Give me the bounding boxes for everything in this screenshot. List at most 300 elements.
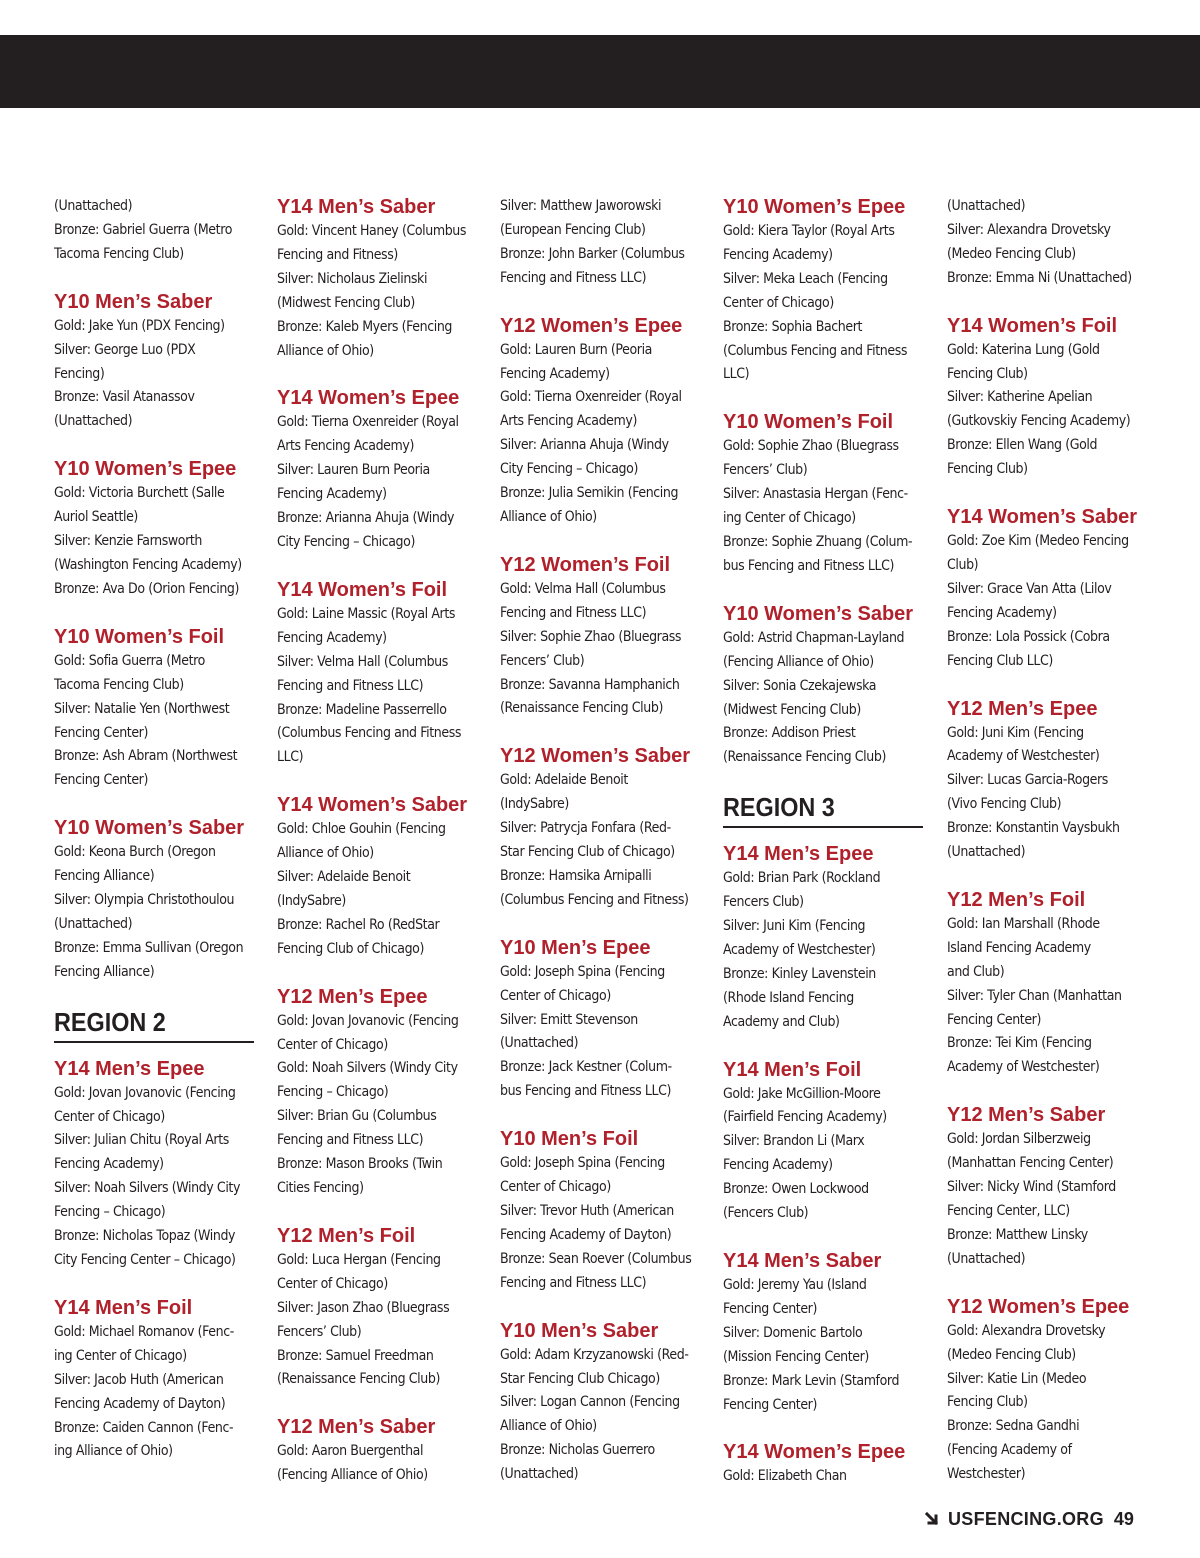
arrow-down-right-icon — [924, 1511, 940, 1527]
result-line: Fencing Center) — [723, 1300, 817, 1317]
result-line: Fencing and Fitness) — [277, 246, 398, 263]
result-line: City Fencing Center – Chicago) — [54, 1252, 236, 1268]
result-line: Fencing Center) — [54, 772, 148, 789]
event-heading: Y10 Men’s Foil — [500, 1128, 639, 1151]
event-heading: Y10 Women’s Epee — [723, 196, 906, 218]
result-line: Bronze: Ava Do (Orion Fencing) — [54, 580, 240, 597]
result-line: Silver: Trevor Huth (American — [500, 1203, 674, 1219]
result-line: (Rhode Island Fencing — [723, 989, 854, 1006]
event-result-block — [54, 1057, 259, 1273]
result-line: Fencing and Fitness LLC) — [277, 1132, 424, 1149]
result-line: Academy of Westchester) — [947, 748, 1100, 765]
result-line: (Unattached) — [54, 413, 133, 430]
event-heading: Y12 Men’s Epee — [947, 697, 1098, 720]
result-line: Bronze: Rachel Ro (RedStar — [277, 916, 440, 933]
block-spacer — [500, 291, 705, 314]
result-line: (Vivo Fencing Club) — [947, 796, 1062, 813]
result-line: Silver: Sophie Zhao (Bluegrass — [500, 628, 682, 645]
result-line: Gold: Michael Romanov (Fenc- — [54, 1323, 234, 1340]
region-heading: REGION 3 — [723, 792, 835, 823]
result-line: Bronze: Kaleb Myers (Fencing — [277, 318, 452, 335]
event-result-block — [723, 1440, 928, 1489]
result-line: Fencing and Fitness LLC) — [500, 269, 647, 286]
result-line: Gold: Jordan Silberzweig — [947, 1131, 1091, 1148]
event-heading: Y12 Women’s Saber — [500, 745, 691, 768]
event-result-block — [277, 985, 482, 1201]
result-line: Gold: Keona Burch (Oregon — [54, 844, 216, 861]
block-spacer — [500, 530, 705, 553]
result-line: City Fencing – Chicago) — [277, 533, 415, 550]
event-heading: Y14 Men’s Saber — [723, 1250, 882, 1272]
result-line: Silver: Domenic Bartolo — [723, 1324, 863, 1341]
result-line: LLC) — [723, 366, 750, 383]
result-line: Bronze: Lola Possick (Cobra — [947, 628, 1110, 645]
result-line: Gold: Adam Krzyzanowski (Red- — [500, 1346, 689, 1363]
event-result-block — [723, 842, 928, 1034]
block-spacer — [723, 579, 928, 602]
result-line: Gold: Jake Yun (PDX Fencing) — [54, 317, 225, 334]
result-line: Center of Chicago) — [277, 1275, 388, 1292]
result-line: (Fencing Alliance of Ohio) — [277, 1467, 428, 1484]
result-line: Bronze: Ash Abram (Northwest — [54, 748, 238, 765]
event-result-block — [54, 457, 259, 602]
result-line: Bronze: Mason Brooks (Twin — [277, 1156, 443, 1173]
event-heading: Y14 Women’s Epee — [277, 387, 460, 410]
result-line: Bronze: Mark Levin (Stamford — [723, 1372, 900, 1389]
result-line: (European Fencing Club) — [500, 221, 646, 238]
block-spacer — [54, 434, 259, 457]
result-line: Bronze: Madeline Passerrello — [277, 701, 447, 718]
result-line: Fencing and Fitness LLC) — [277, 677, 424, 694]
result-line: ing Center of Chicago) — [54, 1347, 187, 1364]
event-result-block — [947, 314, 1152, 482]
event-result-block — [54, 625, 259, 793]
event-result-block — [723, 195, 928, 387]
result-line: Gold: Juni Kim (Fencing — [947, 724, 1084, 741]
event-result-block — [500, 553, 705, 721]
result-line: (Unattached) — [54, 198, 133, 214]
result-line: Center of Chicago) — [54, 1108, 165, 1125]
results-column-3 — [500, 195, 705, 1487]
result-line: Bronze: Samuel Freedman — [277, 1347, 434, 1364]
event-heading: Y14 Women’s Saber — [947, 506, 1138, 529]
result-line: Gold: Vincent Haney (Columbus — [277, 223, 467, 239]
result-line: Tacoma Fencing Club) — [54, 245, 184, 262]
block-spacer — [500, 913, 705, 936]
result-line: Bronze: Julia Semikin (Fencing — [500, 485, 679, 502]
result-line: Silver: Alexandra Drovetsky — [947, 221, 1111, 238]
block-spacer — [947, 1272, 1152, 1295]
result-line: Center of Chicago) — [500, 987, 611, 1004]
result-line: (Washington Fencing Academy) — [54, 556, 242, 573]
block-spacer — [54, 793, 259, 816]
result-line: Bronze: Ellen Wang (Gold — [947, 437, 1098, 454]
result-line: Fencing) — [54, 365, 105, 382]
result-line: (Fencers Club) — [723, 1205, 809, 1222]
result-line: Silver: Logan Cannon (Fencing — [500, 1394, 680, 1411]
result-line: (Medeo Fencing Club) — [947, 245, 1076, 262]
result-line: Gold: Aaron Buergenthal — [277, 1443, 424, 1460]
block-spacer — [277, 962, 482, 985]
event-result-block — [54, 290, 259, 435]
result-line: bus Fencing and Fitness LLC) — [723, 557, 895, 574]
result-line: Bronze: John Barker (Columbus — [500, 245, 685, 262]
block-spacer — [723, 1035, 928, 1058]
result-line: Westchester) — [947, 1466, 1026, 1483]
result-line: Silver: Arianna Ahuja (Windy — [500, 437, 669, 454]
block-spacer — [947, 1080, 1152, 1103]
result-line: Alliance of Ohio) — [500, 1418, 597, 1435]
result-line: Bronze: Hamsika Arnipalli — [500, 867, 652, 884]
result-line: Gold: Zoe Kim (Medeo Fencing — [947, 533, 1129, 550]
block-spacer — [500, 1296, 705, 1319]
result-line: Fencing Center, LLC) — [947, 1203, 1070, 1219]
result-line: (Unattached) — [947, 1250, 1026, 1267]
result-line: Gold: Alexandra Drovetsky — [947, 1322, 1106, 1339]
event-heading: Y10 Women’s Epee — [54, 458, 237, 481]
result-line: (Renaissance Fencing Club) — [500, 700, 663, 717]
event-heading: Y10 Women’s Foil — [54, 625, 225, 648]
block-spacer — [947, 865, 1152, 888]
result-line: Bronze: Matthew Linsky — [947, 1226, 1088, 1243]
result-line: Gold: Ian Marshall (Rhode — [947, 915, 1100, 932]
result-line: (Midwest Fencing Club) — [723, 701, 861, 718]
block-spacer — [277, 1392, 482, 1415]
event-result-block — [277, 1224, 482, 1392]
event-result-block — [723, 602, 928, 770]
result-line: Gold: Jake McGillion-Moore — [723, 1085, 881, 1102]
block-spacer — [277, 1201, 482, 1224]
event-result-block — [500, 936, 705, 1104]
results-column-2 — [277, 195, 482, 1488]
event-result-block — [500, 195, 705, 291]
result-line: LLC) — [277, 749, 304, 766]
site-url[interactable]: USFENCING.ORG — [948, 1508, 1104, 1529]
result-line: (Columbus Fencing and Fitness — [277, 725, 462, 742]
block-spacer — [54, 985, 259, 1005]
event-result-block — [277, 1415, 482, 1488]
result-line: Fencing Alliance) — [54, 868, 155, 885]
result-line: Silver: Velma Hall (Columbus — [277, 653, 448, 670]
result-line: Fencing Academy) — [947, 604, 1057, 621]
result-line: Bronze: Addison Priest — [723, 725, 856, 742]
result-line: (IndySabre) — [500, 796, 569, 813]
result-line: Silver: Meka Leach (Fencing — [723, 270, 888, 287]
result-line: (Unattached) — [947, 198, 1026, 214]
results-column-5 — [947, 195, 1152, 1487]
event-heading: Y12 Women’s Epee — [947, 1295, 1130, 1318]
result-line: (Unattached) — [500, 1466, 579, 1483]
result-line: Gold: Victoria Burchett (Salle — [54, 485, 225, 502]
event-heading: Y12 Women’s Epee — [500, 314, 683, 337]
result-line: Bronze: Owen Lockwood — [723, 1181, 869, 1198]
result-line: Gold: Chloe Gouhin (Fencing — [277, 821, 446, 838]
result-line: Fencing Alliance) — [54, 963, 155, 980]
result-line: Silver: Noah Silvers (Windy City — [54, 1180, 241, 1197]
event-result-block — [54, 1296, 259, 1464]
page-number: 49 — [1113, 1508, 1134, 1529]
result-line: Gold: Noah Silvers (Windy City — [277, 1060, 458, 1077]
result-line: Academy of Westchester) — [723, 941, 876, 958]
result-line: Tacoma Fencing Club) — [54, 676, 184, 693]
result-line: Silver: Natalie Yen (Northwest — [54, 700, 230, 717]
event-result-block — [500, 1319, 705, 1487]
result-line: Bronze: Caiden Cannon (Fenc- — [54, 1419, 234, 1436]
result-line: Silver: George Luo (PDX — [54, 341, 196, 358]
event-heading: Y10 Men’s Saber — [54, 290, 213, 313]
result-line: Gold: Brian Park (Rockland — [723, 870, 881, 887]
result-line: Star Fencing Club Chicago) — [500, 1370, 660, 1387]
event-heading: Y10 Women’s Saber — [54, 817, 245, 840]
event-heading: Y12 Women’s Foil — [500, 553, 671, 576]
result-line: Silver: Lauren Burn Peoria — [277, 462, 430, 479]
result-line: Fencing Academy) — [277, 486, 387, 503]
block-spacer — [54, 1273, 259, 1296]
result-line: Gold: Sofia Guerra (Metro — [54, 652, 205, 669]
result-line: (Manhattan Fencing Center) — [947, 1155, 1114, 1172]
result-line: (Unattached) — [54, 915, 133, 932]
block-spacer — [500, 721, 705, 744]
result-line: (Mission Fencing Center) — [723, 1348, 869, 1365]
result-line: Silver: Brandon Li (Marx — [723, 1133, 865, 1150]
block-spacer — [947, 482, 1152, 505]
result-line: Silver: Jason Zhao (Bluegrass — [277, 1299, 450, 1316]
result-line: Silver: Kenzie Farnsworth — [54, 533, 202, 550]
result-line: Fencing Club LLC) — [947, 652, 1053, 669]
block-spacer — [500, 1104, 705, 1127]
result-line: Fencing Club) — [947, 1394, 1028, 1411]
result-line: (Unattached) — [500, 1035, 579, 1052]
event-heading: Y12 Men’s Foil — [277, 1224, 416, 1247]
event-heading: Y14 Men’s Epee — [723, 843, 874, 866]
result-line: Alliance of Ohio) — [500, 508, 597, 525]
result-line: Fencing Club) — [947, 461, 1028, 478]
block-spacer — [277, 770, 482, 793]
event-result-block — [723, 1249, 928, 1417]
result-line: Bronze: Sophia Bachert — [723, 318, 863, 335]
result-line: Academy of Westchester) — [947, 1059, 1100, 1076]
result-line: Bronze: Sedna Gandhi — [947, 1418, 1080, 1435]
event-heading: Y14 Men’s Epee — [54, 1057, 205, 1080]
event-result-block — [947, 195, 1152, 291]
result-line: Fencing Club) — [947, 365, 1028, 382]
result-line: Fencers Club) — [723, 894, 804, 911]
result-line: (Fencing Academy of — [947, 1442, 1072, 1459]
result-line: (Columbus Fencing and Fitness) — [500, 891, 689, 908]
region-divider — [54, 1041, 254, 1043]
event-heading: Y14 Men’s Foil — [54, 1296, 193, 1319]
result-line: Center of Chicago) — [277, 1036, 388, 1053]
block-spacer — [947, 674, 1152, 697]
result-line: ing Center of Chicago) — [723, 510, 856, 527]
result-line: bus Fencing and Fitness LLC) — [500, 1083, 672, 1100]
result-line: (Medeo Fencing Club) — [947, 1346, 1076, 1363]
result-line: Fencing Center) — [947, 1011, 1041, 1028]
result-line: Arts Fencing Academy) — [277, 438, 414, 455]
result-line: (Unattached) — [947, 844, 1026, 861]
page-footer — [924, 1504, 1134, 1534]
event-heading: Y10 Men’s Saber — [500, 1319, 659, 1342]
event-heading: Y14 Women’s Saber — [277, 794, 468, 817]
block-spacer — [54, 267, 259, 290]
result-line: Bronze: Nicholas Guerrero — [500, 1442, 655, 1459]
result-line: Gold: Katerina Lung (Gold — [947, 341, 1100, 358]
result-line: ing Alliance of Ohio) — [54, 1443, 173, 1460]
event-result-block — [947, 1103, 1152, 1271]
result-line: Gold: Elizabeth Chan — [723, 1468, 847, 1485]
result-line: Gold: Tierna Oxenreider (Royal — [500, 389, 682, 406]
result-line: Island Fencing Academy — [947, 939, 1091, 956]
result-line: Gold: Joseph Spina (Fencing — [500, 1155, 665, 1172]
result-line: Fencing Academy of Dayton) — [54, 1395, 226, 1412]
result-line: Gold: Sophie Zhao (Bluegrass — [723, 438, 899, 455]
result-line: (Renaissance Fencing Club) — [723, 749, 886, 766]
result-line: Center of Chicago) — [723, 294, 834, 311]
event-heading: Y12 Men’s Foil — [947, 888, 1086, 911]
event-result-block — [500, 1127, 705, 1295]
result-line: Fencers’ Club) — [723, 462, 808, 479]
result-line: Cities Fencing) — [277, 1180, 364, 1196]
result-line: Silver: Julian Chitu (Royal Arts — [54, 1132, 229, 1149]
result-line: (Columbus Fencing and Fitness — [723, 342, 908, 359]
result-line: Fencing Academy) — [54, 1156, 164, 1173]
result-line: Silver: Adelaide Benoit — [277, 869, 411, 886]
event-heading: Y10 Women’s Saber — [723, 602, 914, 625]
result-line: Silver: Katherine Apelian — [947, 389, 1093, 406]
event-heading: Y14 Women’s Epee — [723, 1441, 906, 1464]
result-line: Gold: Velma Hall (Columbus — [500, 580, 666, 597]
event-result-block — [947, 505, 1152, 673]
event-heading: Y12 Men’s Epee — [277, 985, 428, 1008]
result-line: Bronze: Gabriel Guerra (Metro — [54, 221, 233, 238]
block-spacer — [723, 1417, 928, 1440]
result-line: Gold: Lauren Burn (Peoria — [500, 341, 652, 358]
result-line: Bronze: Emma Ni (Unattached) — [947, 269, 1132, 286]
result-line: Bronze: Savanna Hamphanich — [500, 676, 680, 693]
event-heading: Y12 Men’s Saber — [947, 1104, 1106, 1127]
region-heading: REGION 2 — [54, 1006, 166, 1037]
result-line: Silver: Brian Gu (Columbus — [277, 1108, 437, 1125]
result-line: Silver: Juni Kim (Fencing — [723, 918, 866, 935]
result-line: Fencing Academy) — [277, 629, 387, 646]
block-spacer — [723, 1226, 928, 1249]
event-result-block — [723, 1058, 928, 1226]
event-result-block — [723, 410, 928, 578]
event-result-block — [277, 386, 482, 554]
result-line: Center of Chicago) — [500, 1179, 611, 1196]
block-spacer — [54, 602, 259, 625]
result-line: Star Fencing Club of Chicago) — [500, 844, 675, 861]
result-line: Alliance of Ohio) — [277, 342, 374, 359]
block-spacer — [277, 555, 482, 578]
region-divider — [723, 826, 923, 828]
result-line: City Fencing – Chicago) — [500, 461, 638, 478]
result-line: Bronze: Sean Roever (Columbus — [500, 1250, 692, 1267]
result-line: Gold: Jeremy Yau (Island — [723, 1277, 867, 1293]
result-line: Gold: Adelaide Benoit — [500, 772, 628, 789]
result-line: Bronze: Sophie Zhuang (Colum- — [723, 533, 913, 550]
event-heading: Y14 Women’s Foil — [947, 314, 1118, 337]
event-heading: Y12 Men’s Saber — [277, 1416, 436, 1439]
result-line: Bronze: Jack Kestner (Colum- — [500, 1059, 672, 1076]
result-line: Bronze: Arianna Ahuja (Windy — [277, 510, 455, 527]
result-line: Silver: Lucas Garcia-Rogers — [947, 772, 1108, 789]
result-line: Bronze: Nicholas Topaz (Windy — [54, 1228, 236, 1245]
results-column-1 — [54, 195, 259, 1464]
result-line: Fencing – Chicago) — [277, 1084, 389, 1101]
result-line: Silver: Nicky Wind (Stamford — [947, 1179, 1116, 1196]
result-line: Bronze: Vasil Atanassov — [54, 389, 195, 406]
result-line: Gold: Jovan Jovanovic (Fencing — [54, 1084, 236, 1101]
result-line: Alliance of Ohio) — [277, 845, 374, 862]
result-line: Silver: Matthew Jaworowski — [500, 198, 662, 214]
event-result-block — [277, 578, 482, 770]
header-bar — [0, 35, 1200, 108]
result-line: (Fencing Alliance of Ohio) — [723, 653, 874, 670]
result-line: Fencing and Fitness LLC) — [500, 604, 647, 621]
result-line: Auriol Seattle) — [54, 509, 138, 526]
event-result-block — [947, 697, 1152, 865]
result-line: Silver: Grace Van Atta (Lilov — [947, 580, 1112, 597]
result-line: Arts Fencing Academy) — [500, 413, 637, 430]
event-result-block — [500, 744, 705, 912]
result-line: Bronze: Tei Kim (Fencing — [947, 1035, 1092, 1052]
result-line: Gold: Tierna Oxenreider (Royal — [277, 414, 459, 431]
block-spacer — [947, 291, 1152, 314]
result-line: Gold: Joseph Spina (Fencing — [500, 963, 665, 980]
result-line: (Fairfield Fencing Academy) — [723, 1109, 887, 1126]
result-line: Fencing and Fitness LLC) — [500, 1274, 647, 1291]
result-line: Fencing Academy of Dayton) — [500, 1226, 672, 1243]
result-line: (Renaissance Fencing Club) — [277, 1371, 440, 1388]
result-line: Fencing Academy) — [723, 1157, 833, 1174]
results-column-4 — [723, 195, 928, 1489]
result-line: Silver: Nicholaus Zielinski — [277, 270, 428, 287]
result-line: Fencing Club of Chicago) — [277, 940, 424, 957]
result-line: Fencers’ Club) — [277, 1323, 362, 1340]
result-line: Silver: Sonia Czekajewska — [723, 677, 877, 694]
event-heading: Y14 Men’s Saber — [277, 196, 436, 218]
result-line: (Midwest Fencing Club) — [277, 294, 415, 311]
result-line: Fencing Academy) — [723, 246, 833, 263]
result-line: Gold: Kiera Taylor (Royal Arts — [723, 223, 895, 239]
result-line: Fencing Academy) — [500, 365, 610, 382]
result-line: Silver: Katie Lin (Medeo — [947, 1370, 1087, 1387]
result-line: Gold: Laine Massic (Royal Arts — [277, 605, 456, 622]
event-result-block — [277, 195, 482, 363]
result-line: Club) — [947, 556, 979, 573]
event-result-block — [277, 793, 482, 961]
event-result-block — [500, 314, 705, 530]
result-line: Silver: Tyler Chan (Manhattan — [947, 987, 1122, 1004]
event-result-block — [947, 888, 1152, 1080]
result-line: (IndySabre) — [277, 892, 346, 909]
result-line: (Gutkovskiy Fencing Academy) — [947, 413, 1131, 430]
event-heading: Y10 Men’s Epee — [500, 936, 651, 959]
event-result-block — [54, 816, 259, 984]
result-line: Bronze: Kinley Lavenstein — [723, 965, 876, 982]
result-line: Silver: Patrycja Fonfara (Red- — [500, 820, 671, 837]
result-line: Bronze: Konstantin Vaysbukh — [947, 820, 1120, 837]
event-result-block — [947, 1295, 1152, 1487]
block-spacer — [277, 363, 482, 386]
result-line: Fencing Center) — [54, 724, 148, 741]
block-spacer — [723, 387, 928, 410]
result-line: Fencers’ Club) — [500, 652, 585, 669]
result-line: Fencing Center) — [723, 1396, 817, 1413]
event-heading: Y10 Women’s Foil — [723, 411, 894, 434]
block-spacer — [723, 770, 928, 790]
